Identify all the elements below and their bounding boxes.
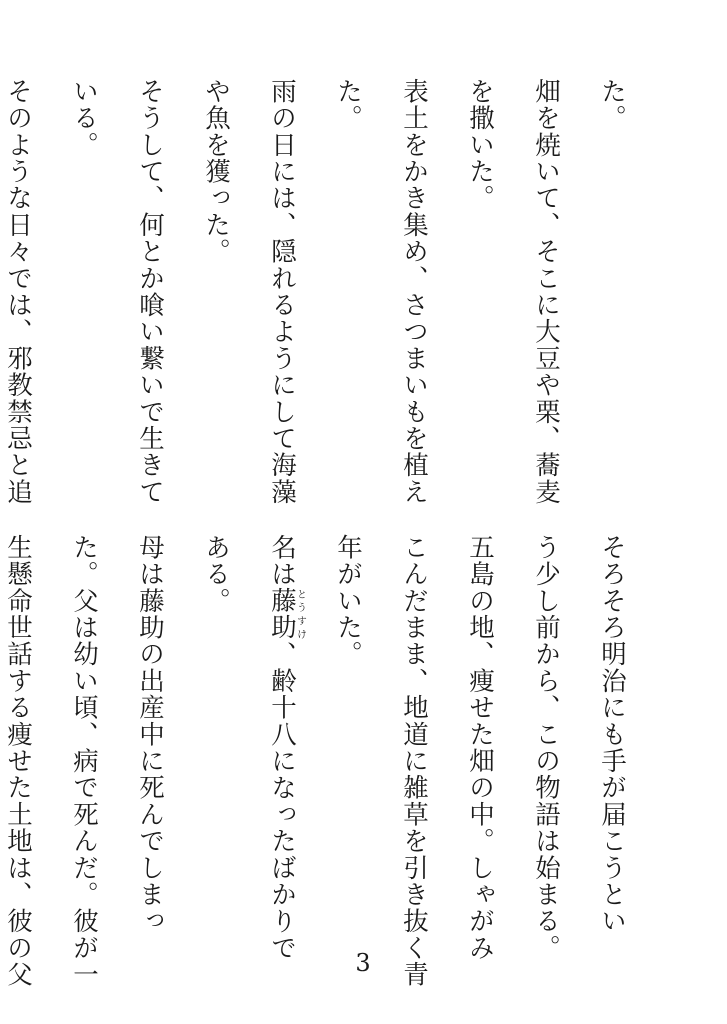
text-column: た。父は幼い頃、病で死んだ。彼が一 (69, 534, 99, 988)
text-column: そろそろ明治にも手が届こうとい (597, 534, 627, 935)
text-column: いる。 (69, 78, 99, 159)
upper-text-block (0, 78, 645, 506)
text-column: た。 (597, 78, 627, 132)
ruby-annotation (267, 587, 306, 641)
page-number: 3 (355, 949, 371, 977)
text-column: た。 (333, 78, 363, 132)
text-segment: 、齢十八になったばかりで (267, 640, 297, 962)
text-column: そのような日々では、邪教禁忌と追 (3, 78, 33, 506)
ruby-reading: とうすけ (294, 587, 306, 641)
lower-text-block (0, 534, 645, 988)
text-column: う少し前から、この物語は始まる。 (531, 534, 561, 962)
text-column: 五島の地、痩せた畑の中。しゃがみ (465, 534, 495, 962)
text-column: こんだまま、地道に雑草を引き抜く青 (399, 534, 429, 988)
text-column: 表土をかき集め、さつまいもを植え (399, 78, 429, 506)
text-column: ある。 (201, 534, 231, 615)
text-column: 畑を焼いて、そこに大豆や栗、蕎麦 (531, 78, 561, 506)
text-column: を撒いた。 (465, 78, 495, 212)
ruby-base: 藤助 (267, 587, 297, 641)
text-column: そうして、何とか喰い繋いで生きて (135, 78, 165, 506)
text-column: 生懸命世話する痩せた土地は、彼の父 (3, 534, 33, 988)
text-column-with-ruby (249, 534, 315, 962)
text-column: 雨の日には、隠れるようにして海藻 (267, 78, 297, 506)
text-segment: 名は (267, 534, 297, 588)
text-column: 母は藤助の出産中に死んでしまっ (135, 534, 165, 935)
text-column: 年がいた。 (333, 534, 363, 668)
text-column: や魚を獲った。 (201, 78, 231, 265)
